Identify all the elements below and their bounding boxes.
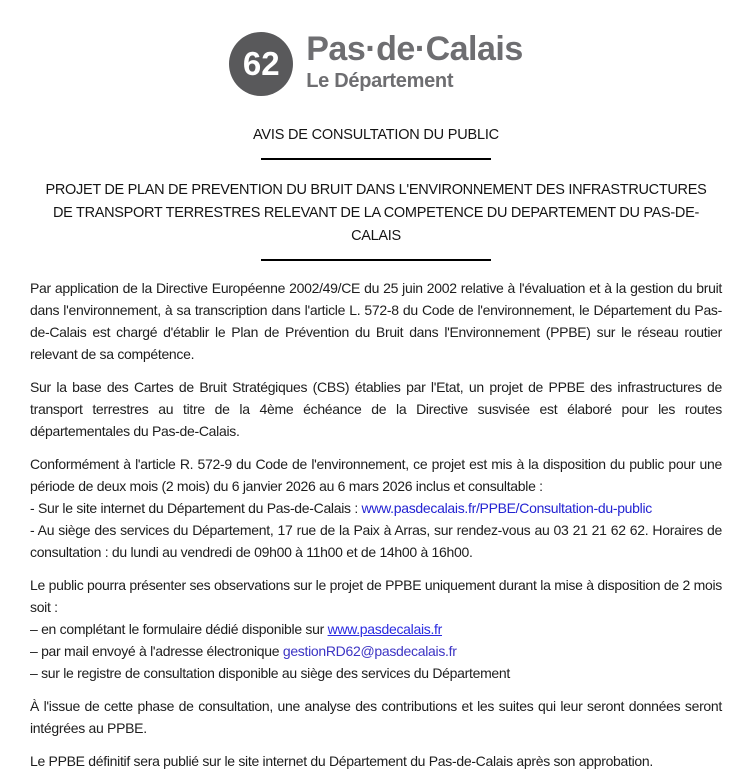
paragraph-cbs-project: Sur la base des Cartes de Bruit Stratégiques (CBS) établies par l'Etat, un projet de PPBE des infrastructures de transport terrestres au titre de la 4ème échéance de la Directive susvisée est élaboré pour les routes départementales du Pas-de-Calais. <box>30 379 722 439</box>
consultation-item-website <box>30 497 722 519</box>
paragraph-analysis: À l'issue de cette phase de consultation, une analyse des contributions et les suites qui leur seront données seront intégrées au PPBE. <box>30 698 722 736</box>
paragraph-consultation-details <box>30 453 722 563</box>
paragraph-final-publication: Le PPBE définitif sera publié sur le site internet du Département du Pas-de-Calais après son approbation. <box>30 753 653 769</box>
pasdecalais-website-link[interactable]: www.pasdecalais.fr <box>327 621 442 637</box>
observations-item-form <box>30 618 722 640</box>
logo-name: Pas·de·Calais <box>306 30 523 68</box>
logo-text-block <box>306 32 523 93</box>
project-title-line1: PROJET DE PLAN DE PREVENTION DU BRUIT DANS L'ENVIRONNEMENT DES INFRASTRUCTURES <box>45 182 707 198</box>
project-title <box>30 179 722 248</box>
observations-item-register: – sur le registre de consultation disponible au siège des services du Département <box>30 665 510 681</box>
logo-subtitle: Le Département <box>306 70 454 92</box>
divider-rule-bottom <box>261 259 491 261</box>
observations-intro: Le public pourra présenter ses observations sur le projet de PPBE uniquement durant la mise à disposition de 2 mois soit : <box>30 577 722 615</box>
department-logo <box>30 32 722 96</box>
notice-body <box>30 277 722 772</box>
consultation-item-office: - Au siège des services du Département, 17 rue de la Paix à Arras, sur rendez-vous au 03 21 21 62 62. Horaires de consultation : du lundi au vendredi de 09h00 à 11h00 et de 14h00 à 16h00. <box>30 522 722 560</box>
paragraph-legal-basis: Par application de la Directive Européenne 2002/49/CE du 25 juin 2002 relative à l'évaluation et à la gestion du bruit dans l'environnement, à sa transcription dans l'article L. 572-8 du Code de l'environnement, le Département du Pas-de-Calais est chargé d'établir le Plan de Prévention du Bruit dans l'Environnement (PPBE) sur le réseau routier relevant de sa compétence. <box>30 280 722 362</box>
project-title-line2: DE TRANSPORT TERRESTRES RELEVANT DE LA COMPETENCE DU DEPARTEMENT DU PAS-DE-CALAIS <box>53 205 699 244</box>
consultation-item-website-text: - Sur le site internet du Département du Pas-de-Calais : <box>30 500 362 516</box>
observations-item-mail <box>30 640 722 662</box>
observations-item-mail-text: – par mail envoyé à l'adresse électronique <box>30 643 283 659</box>
consultation-public-link[interactable]: www.pasdecalais.fr/PPBE/Consultation-du-public <box>361 500 652 516</box>
consultation-intro: Conformément à l'article R. 572-9 du Code de l'environnement, ce projet est mis à la disposition du public pour une période de deux mois (2 mois) du 6 janvier 2026 au 6 mars 2026 inclus et consultable : <box>30 456 722 494</box>
paragraph-observations <box>30 574 722 684</box>
observations-item-form-text: – en complétant le formulaire dédié disponible sur <box>30 621 328 637</box>
logo-62-badge-icon <box>229 32 293 96</box>
divider-rule-top <box>261 158 491 160</box>
notice-title: AVIS DE CONSULTATION DU PUBLIC <box>253 127 499 143</box>
gestion-email-link[interactable]: gestionRD62@pasdecalais.fr <box>282 643 457 659</box>
logo-department-number: 62 <box>242 45 280 82</box>
